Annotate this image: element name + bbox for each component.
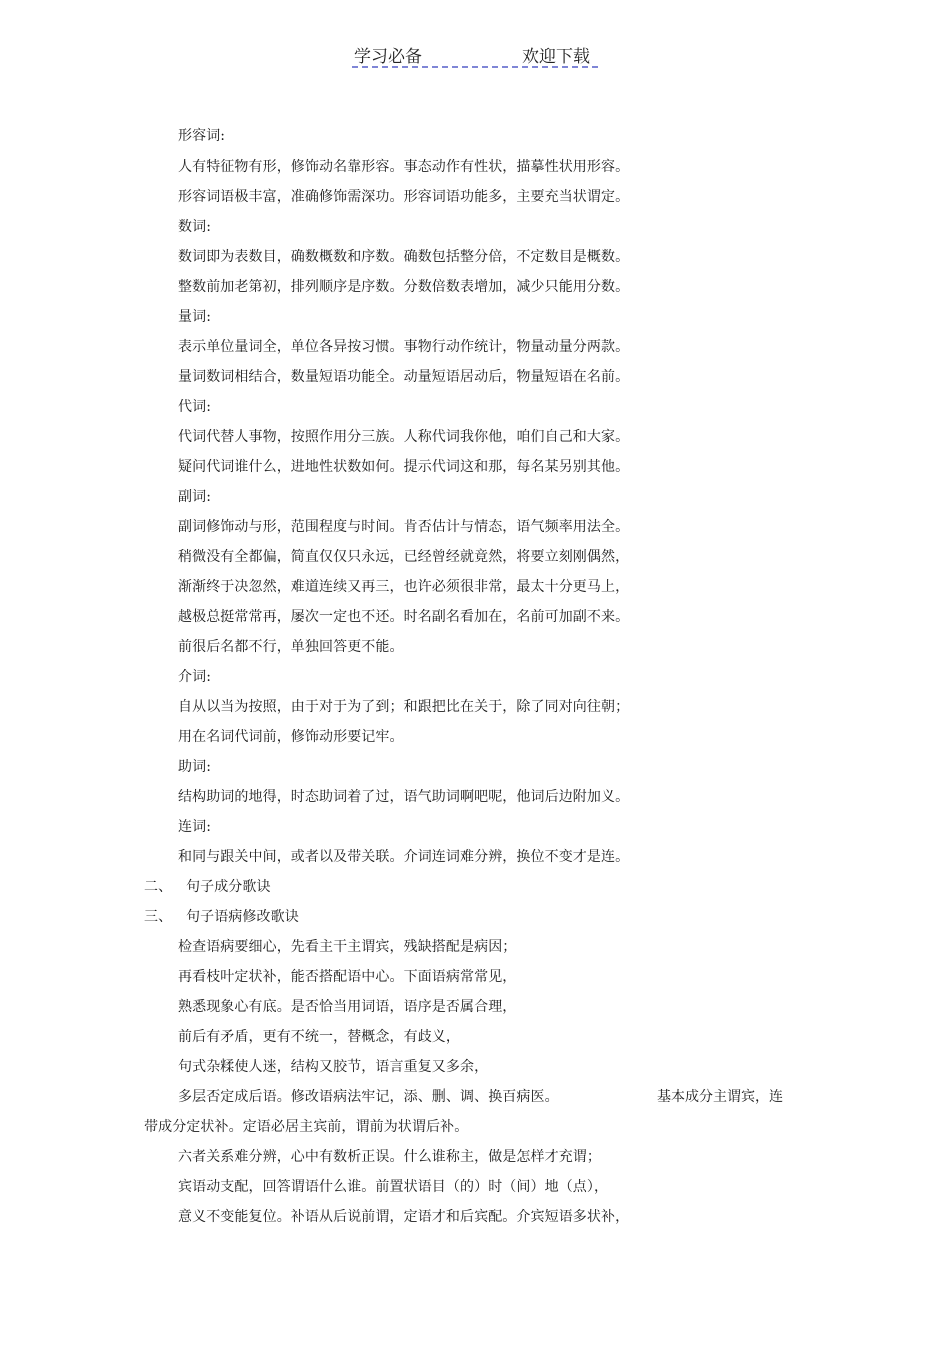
text-line: 数词即为表数目，确数概数和序数。确数包括整分倍，不定数目是概数。	[178, 249, 630, 265]
section-title: 句子成分歌诀	[186, 879, 271, 895]
header-left-text: 学习必备	[354, 47, 422, 67]
page-header	[352, 40, 598, 68]
section-three-heading	[144, 906, 299, 926]
text-line: 句式杂糅使人迷，结构又胶节，语言重复又多余，	[178, 1059, 489, 1075]
text-line: 多层否定成后语。修改语病法牢记，添、删、调、换百病医。	[178, 1089, 559, 1105]
float-text: 基本成分主谓宾，连	[657, 1089, 783, 1105]
text-line: 越极总挺常常再，屡次一定也不还。时名副名看加在，名前可加副不来。	[178, 609, 630, 625]
text-line: 宾语动支配，回答谓语什么谁。前置状语目（的）时（间）地（点），	[178, 1179, 609, 1195]
text-line: 整数前加老第初，排列顺序是序数。分数倍数表增加，减少只能用分数。	[178, 279, 630, 295]
text-line: 熟悉现象心有底。是否恰当用词语，语序是否属合理，	[178, 999, 517, 1015]
text-line: 用在名词代词前，修饰动形要记牢。	[178, 729, 404, 745]
heading-pronoun: 代词:	[178, 399, 212, 415]
section-two-heading	[144, 876, 271, 896]
text-line: 意义不变能复位。补语从后说前谓，定语才和后宾配。介宾短语多状补，	[178, 1209, 630, 1225]
text-line: 前后有矛盾，更有不统一，替概念，有歧义，	[178, 1029, 460, 1045]
text-line: 表示单位量词全，单位各异按习惯。事物行动作统计，物量动量分两款。	[178, 339, 630, 355]
text-line: 疑问代词谁什么，进地性状数如何。提示代词这和那，每名某另别其他。	[178, 459, 630, 475]
section-title: 句子语病修改歌诀	[186, 909, 299, 925]
text-line: 形容词语极丰富，准确修饰需深功。形容词语功能多，主要充当状谓定。	[178, 189, 630, 205]
text-line: 前很后名都不行，单独回答更不能。	[178, 639, 404, 655]
text-line: 代词代替人事物，按照作用分三族。人称代词我你他，咱们自己和大家。	[178, 429, 630, 445]
heading-numeral: 数词:	[178, 219, 212, 235]
section-number: 三、	[144, 909, 173, 925]
heading-adjective: 形容词:	[178, 128, 226, 144]
text-line: 副词修饰动与形，范围程度与时间。肯否估计与情态，语气频率用法全。	[178, 519, 630, 535]
text-line: 再看枝叶定状补，能否搭配语中心。下面语病常常见，	[178, 969, 517, 985]
text-line: 渐渐终于决忽然，难道连续又再三，也许必须很非常，最太十分更马上，	[178, 579, 630, 595]
wrap-line: 带成分定状补。定语必居主宾前，谓前为状谓后补。	[144, 1119, 469, 1135]
heading-particle: 助词:	[178, 759, 212, 775]
text-line: 六者关系难分辨，心中有数析正误。什么谁称主，做是怎样才充谓；	[178, 1149, 601, 1165]
text-line: 自从以当为按照，由于对于为了到；和跟把比在关于，除了同对向往朝；	[178, 699, 630, 715]
text-line: 人有特征物有形，修饰动名靠形容。事态动作有性状，描摹性状用形容。	[178, 159, 630, 175]
text-line: 检查语病要细心，先看主干主谓宾，残缺搭配是病因；	[178, 939, 517, 955]
text-line: 量词数词相结合，数量短语功能全。动量短语居动后，物量短语在名前。	[178, 369, 630, 385]
text-line: 结构助词的地得，时态助词着了过，语气助词啊吧呢，他词后边附加义。	[178, 789, 630, 805]
heading-preposition: 介词:	[178, 669, 212, 685]
header-right-text: 欢迎下载	[522, 47, 590, 67]
text-line: 稍微没有全都偏，简直仅仅只永远，已经曾经就竟然，将要立刻刚偶然，	[178, 549, 630, 565]
heading-measure-word: 量词:	[178, 309, 212, 325]
heading-adverb: 副词:	[178, 489, 212, 505]
section-number: 二、	[144, 879, 173, 895]
heading-conjunction: 连词:	[178, 819, 212, 835]
text-line: 和同与跟关中间，或者以及带关联。介词连词难分辨，换位不变才是连。	[178, 849, 630, 865]
